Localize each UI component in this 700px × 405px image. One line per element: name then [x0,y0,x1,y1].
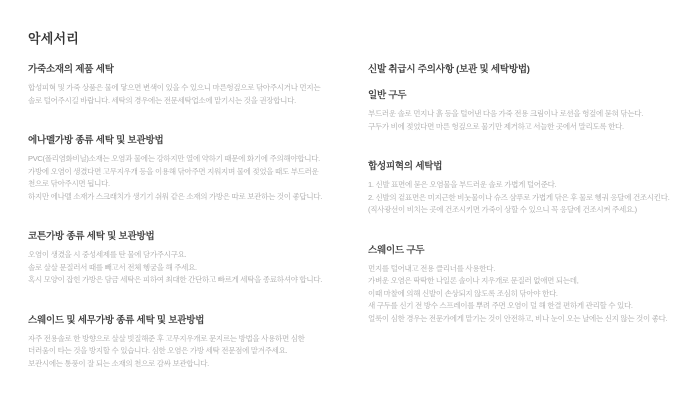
section-heading: 일반 구두 [368,90,407,101]
bag-care-column [28,64,358,398]
body-line: 가방에 오염이 생겼다면 고무지우개 등을 이용해 닦아주면 지워지며 물에 젖었을 때도 부드러운 [28,166,319,176]
body-line: 구두가 비에 젖었다면 마른 헝겊으로 물기만 제거하고 서늘한 곳에서 말리도록 한다. [368,121,624,131]
shoe-care-heading: 신발 취급시 주의사항 (보관 및 세탁방법) [368,64,530,75]
body-line: 새 구두를 신기 전 방수 스프레이를 뿌려 주면 오염이 덜 해 한결 편하게 관리할 수 있다. [368,301,633,310]
body-line: 자주 전용솔로 한 방향으로 살살 빗질해준 후 고무지우개로 문지르는 방법을 사용하면 심한 [28,333,305,343]
body-line: 부드러운 솔로 먼지나 흙 등을 털어낸 다음 가죽 전용 크림이나 로션을 헝겊에 묻혀 닦는다. [368,109,643,118]
body-line: 1. 신발 표면에 묻은 오염물을 부드러운 솔로 가볍게 털어준다. [368,180,557,189]
body-line: 가벼운 오염은 딱딱한 나일론 솔이나 지우개로 문질러 없애면 되는데, [368,276,579,285]
section-heading: 스웨이드 구두 [368,244,425,256]
section-heading: 합성피혁의 세탁법 [368,161,443,172]
page-title: 악세서리 [28,31,80,46]
section-suede-bags [28,315,358,371]
shoe-care-column [368,64,698,353]
section-heading: 스웨이드 및 세무가방 종류 세탁 및 보관방법 [28,314,205,326]
section-heading: 가죽소재의 제품 세탁 [28,64,114,75]
body-line: PVC(폴리염화비닐)소재는 오염과 물에는 강하지만 열에 약하기 때문에 화기에 주의해야합니다. [28,154,320,163]
body-line: (직사광선이 비치는 곳에 건조시키면 가죽이 상할 수 있으니 꼭 응달에 건조시켜 주세요.) [368,205,637,214]
body-line: 하지만 에나멜 소재가 스크래치가 생기기 쉬워 같은 소재의 가방은 따로 보관하는 것이 좋답니다. [28,191,323,201]
body-line: 혹시 모양이 잡힌 가방은 담금 세탁은 피하여 최대한 간단하고 빠르게 세탁을 종료하셔야 합니다. [28,275,323,284]
body-line: 솔로 털어주시길 바랍니다. 세탁의 경우에는 전문세탁업소에 맡기시는 것을 권장합니다. [28,95,296,105]
body-line: 보관시에는 통풍이 잘 되는 소재의 천으로 감싸 보관합니다. [28,358,209,368]
section-leather-products [28,64,358,107]
section-synthetic-leather-shoes [368,161,698,217]
body-line: 합성피혁 및 가죽 상품은 물에 닿으면 변색이 있을 수 있으니 마른헝겊으로 닦아주시거나 먼지는 [28,83,321,92]
body-line: 먼지를 털어내고 전용 클리너를 사용한다. [368,263,495,273]
section-general-shoes [368,90,698,133]
body-line: 솔로 살살 문질러서 때를 빼고서 전체 헹굼을 해 주세요. [28,262,197,272]
section-suede-shoes [368,245,698,326]
body-line: 오염이 생겼을 시 중성세제를 탄 물에 담가주시구요. [28,250,187,259]
section-heading: 코튼가방 종류 세탁 및 보관방법 [28,231,155,242]
section-cotton-bags [28,231,358,287]
body-line: 얼룩이 심한 경우는 전문가에게 맡기는 것이 안전하고, 비나 눈이 오는 날에는 신지 않는 것이 좋다. [368,313,668,323]
body-line: 이때 마찰에 의해 신발이 손상되지 않도록 조심히 닦아야 한다. [368,288,558,298]
section-enamel-bags [28,135,358,203]
body-line: 2. 신발의 겉표면은 미지근한 비눗물이나 슈즈 샴푸로 가볍게 닦은 후 물로 헹궈 응달에 건조시킨다. [368,192,670,202]
body-line: 더러움이 타는 것을 방지할 수 있습니다. 심한 오염은 가방 세탁 전문점에 맡겨주세요. [28,346,288,355]
section-heading: 에나멜가방 종류 세탁 및 보관방법 [28,135,164,146]
body-line: 천으로 닦아주시면 됩니다. [28,179,110,188]
